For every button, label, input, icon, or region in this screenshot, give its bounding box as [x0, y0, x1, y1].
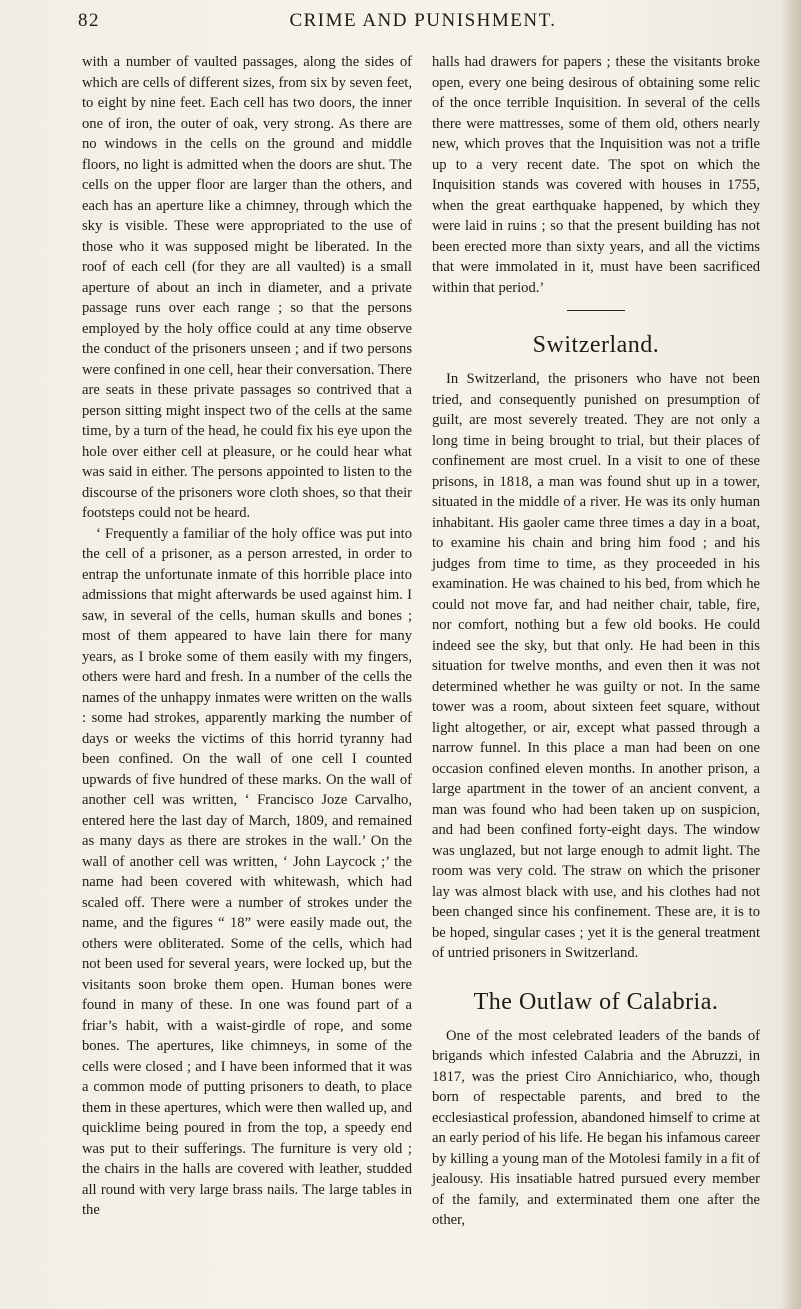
- paragraph-continuation: halls had drawers for papers ; these the visitants broke open, every one being desirous of obtaining some relic of the once terrible Inquisition. In several of the cells there were mattresses, some of them old, others nearly new, which proves that the Inquisition was not a trifle up to a very recent date. The spot on which the Inquisition stands was covered with houses in 1755, when the great earthquake happened, by which they were laid in ruins ; so that the present building has not been erected more than sixty years, and all the victims that were immolated in it, must have been sacrificed within that period.’: [432, 54, 760, 296]
- paragraph-familiar-skulls: ‘ Frequently a familiar of the holy office was put into the cell of a prisoner, as a person arrested, in order to entrap the unfortunate inmate of this horrible place into admissions that might afterwards be used against him. I saw, in several of the cells, human skulls and bones ; most of them appeared to have lain there for many years, as I broke some of them easily with my fingers, others were hard and fresh. In a number of the cells the names of the unhappy inmates were written on the walls : some had strokes, apparently marking the number of days or weeks the victims of this horrid tyranny had been confined. On the wall of one cell I counted upwards of five hundred of these marks. On the wall of another cell was written, ‘ Francisco Joze Carvalho, entered here the last day of March, 1809, and remained as many days as there are strokes in the wall.’ On the wall of another cell was written, ‘ John Laycock ;’ the name had been covered with whitewash, which had scaled off. There were a number of strokes under the name, and the figures “ 18” were easily made out, the others were obliterated. Some of the cells, which had not been used for several years, were locked up, but the visitants soon broke them open. Human bones were found in many of these. In one was found part of a friar’s habit, with a waist-girdle of rope, and some bones. The apertures, like chimneys, in some of the cells were closed ; and I have been informed that it was a common mode of putting prisoners to death, to place them in these apertures, which were then walled up, and quicklime being poured in from the top, a speedy end was put to their sufferings. The furniture is very old ; the chairs in the halls are covered with leather, studded all round with very large brass nails. The large tables in the: [82, 525, 412, 1218]
- page-number: 82: [78, 10, 100, 31]
- left-column: [82, 52, 412, 1221]
- running-header: [78, 8, 768, 34]
- paragraph-calabria: One of the most celebrated leaders of the bands of brigands which infested Calabria and the Abruzzi, in 1817, was the priest Ciro Annichiarico, who, though born of respectable parents, and bred to the ecclesiastical profession, abandoned himself to crime at an early period of his life. He began his infamous career by killing a young man of the Motolesi family in a fit of jealousy. His insatiable hatred pursued every member of the family, and exterminated them one after the other,: [432, 1027, 760, 1228]
- paragraph-switzerland: In Switzerland, the prisoners who have not been tried, and consequently punished on presumption of guilt, are most severely treated. They are not only a long time in being brought to trial, but their places of confinement are most cruel. In a visit to one of these prisons, in 1818, a man was found shut up in a tower, situated in the middle of a river. He was its only human inhabitant. His gaoler came three times a day in a boat, to examine his chain and bring him food ; and his judges from time to time, as they proceeded in his examination. He was chained to his bed, from which he could not move far, and had neither chair, table, fire, nor comfort, nothing but a few old books. He could indeed see the sky, but that only. He had been in this situation for twelve months, and even then it was not determined whether he was guilty or not. In the same tower was a room, about sixteen feet square, without light altogether, or air, except what passed through a narrow funnel. In this place a man had been on one occasion confined eleven months. In another prison, a large apartment in the tower of an ancient convent, a man was found who had been taken up on suspicion, and had been confined forty-eight days. The window was unglazed, but not large enough to admit light. The room was very cold. The straw on which the prisoner lay was almost black with use, and his clothes had not been changed since his confinement. These are, it is to be hoped, singular cases ; yet it is the general treatment of untried prisoners in Switzerland.: [432, 371, 760, 961]
- section-divider: [567, 310, 625, 311]
- running-title: CRIME AND PUNISHMENT.: [289, 10, 557, 31]
- page-edge-shadow: [781, 0, 801, 1309]
- heading-switzerland: Switzerland.: [532, 332, 660, 358]
- paragraph-inquisition-cells: with a number of vaulted passages, along the sides of which are cells of different sizes, from six by seven feet, to eight by nine feet. Each cell has two doors, the inner one of iron, the outer of oak, very strong. As there are no windows in the cells on the ground and middle floors, no light is admitted when the doors are shut. The cells on the upper floor are larger than the others, and each has an aperture like a chimney, through which the sky is visible. These were appropriated to the use of those who it was supposed might be liberated. In the roof of each cell (for they are all vaulted) is a small aperture of about an inch in diameter, and a private passage runs over each range ; so that the persons employed by the holy office could at any time observe the conduct of the prisoners unseen ; and if two persons were confined in one cell, hear their conversation. There are seats in these private passages so contrived that a person sitting might inspect two of the cells at the same time, by a turn of the head, he could fix his eye upon the hole over either cell at pleasure, or he could hear what was said in either. The persons appointed to listen to the discourse of the prisoners wore cloth shoes, so that their footsteps could not be heard.: [82, 54, 412, 521]
- right-column: [432, 52, 760, 1231]
- heading-outlaw-of-calabria: The Outlaw of Calabria.: [473, 988, 719, 1015]
